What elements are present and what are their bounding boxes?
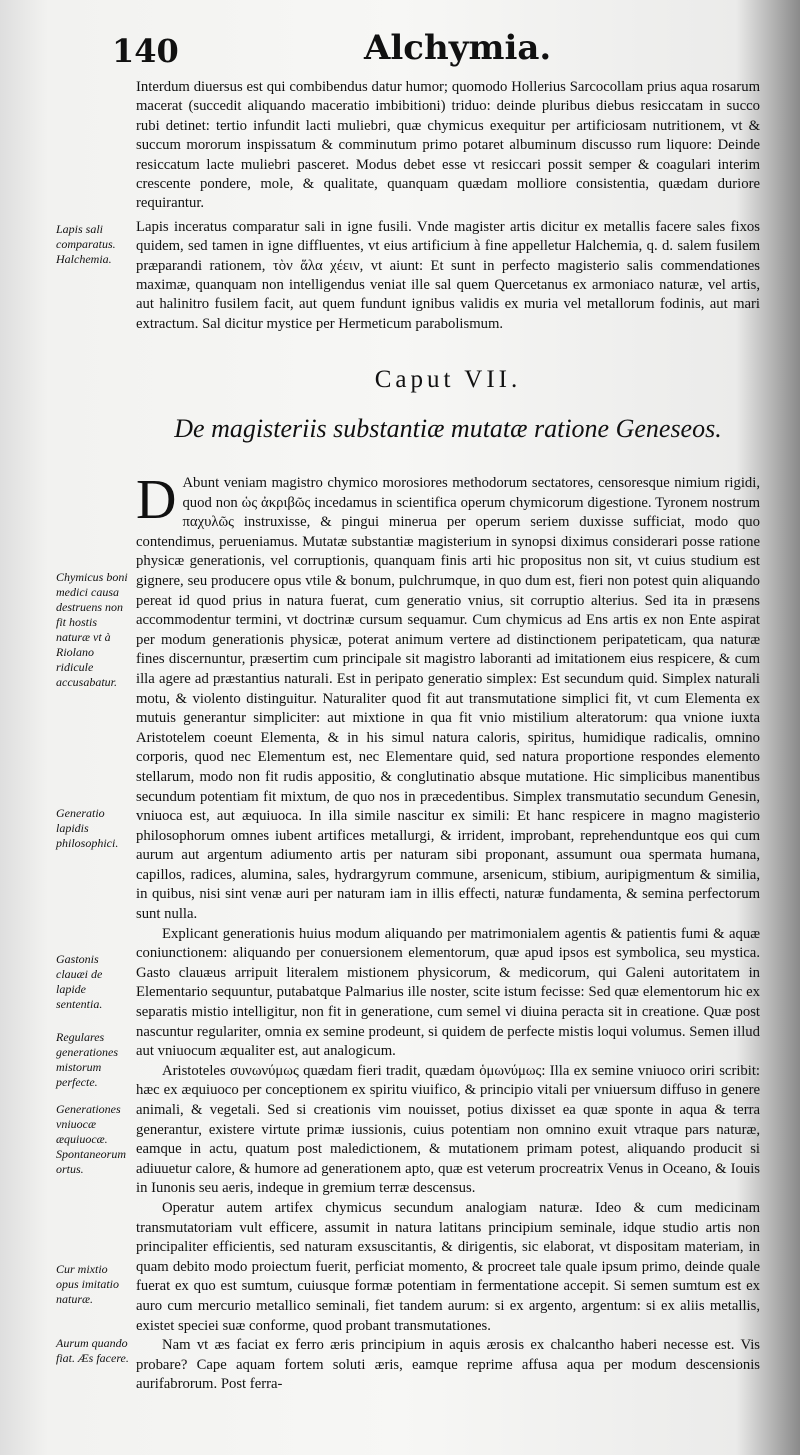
- paragraph: Operatur autem artifex chymicus secundum analogiam naturæ. Ideo & cum medicinam transmutatoriam vult efficere, assumit in natura latitans principium seminale, idque studio artis non principaliter efficientis, sed naturam exsuscitantis, & dirigentis, sic elaborat, vt dispositam materiam, in quam debito modo proiectum fuerit, perficiat momento, & procreet tale quale ipsum primo, deinde quale fuerat ex quo est sumtum, cuiusque formæ potentiam in fermentatione accepit. Si semen sumtum est ex auro cum mercurio metallico seminali, fiet tandem aurum: si ex argento, argentum: si ex aliis metallis, existet speciei suæ conforme, quod probant transmutationes.: [136, 1199, 760, 1334]
- chapter-body: [136, 469, 760, 1395]
- top-text-block: [136, 78, 760, 334]
- margin-note: Generatio lapidis philosophici.: [56, 806, 119, 850]
- margin-note: Gastonis clauæi de lapide sententia.: [56, 952, 103, 1011]
- chapter-heading: Caput VII.: [374, 366, 522, 393]
- running-title: Alchymia.: [364, 28, 552, 68]
- paragraph: Explicant generationis huius modum aliquando per matrimonialem agentis & patientis fumi & aquæ coniunctionem: aliquando per conuersionem elementorum, quæ apud ipsos est symbolica, seu mystica. Gasto clauæus arripuit literalem mistionem physicorum, & medicorum, qui Galeni autoritatem in Elementario sequuntur, putabatque Palmarius ille noster, scite istum fecisse: Sed quæ elementorum hic ex separatis mistio intelligitur, non fit in generatione, cum semel vi diuina peracta sit in creatione. Quæ post nascuntur regulariter, omnia ex semine prodeunt, si quidem de perfecte mistis loqui volumus. Semen illud aut vniuocum æqualiter est, aut analogicum.: [136, 925, 760, 1060]
- paragraph: Lapis inceratus comparatur sali in igne fusili. Vnde magister artis dicitur ex metallis facere sales fixos quidem, sed tamen in igne diffluentes, vt eius artificium à fine appelletur Halchemia, q. d. salem fusilem præparandi rationem, τὸν ἅλα χέειν, vt aiunt: Et sunt in perfecto magisterio salis commendationes maximæ, quanquam non intelligendus veniat ille sal quem Quercetanus ex armoniaco naturæ, vel artis, aut halinitro fusilem facit, aut quem fundunt ignibus validis ex muria vel metallorum fodinis, aut mari extractum. Sal dicitur mystice per Hermeticum parabolismum.: [136, 218, 760, 332]
- margin-note: Generationes vniuocæ æquiuocæ. Spontaneorum ortus.: [56, 1102, 126, 1176]
- paragraph: Nam vt æs faciat ex ferro æris principium in aquis ærosis ex chalcantho haberi necesse est. Vis probare? Cape aquam fortem soluti æris, eamque reprime affusa aqua per modum descensionis aurifabrorum. Post ferra-: [136, 1337, 760, 1393]
- drop-cap: D: [136, 469, 177, 531]
- page-header: [112, 28, 552, 72]
- margin-note: Chymicus boni medici causa destruens non fit hostis naturæ vt à Riolano ridicule accusabatur.: [56, 570, 128, 689]
- chapter-title: De magisteriis substantiæ mutatæ ratione Geneseos.: [174, 414, 722, 443]
- paragraph-text: Abunt veniam magistro chymico morosiores methodorum sectatores, censoresque nimium rigidi, quod non ὡς ἀκριβῶς incedamus in scientifica operum chymicorum digestione. Tyronem nostrum παχυλῶς instruxisse, & pingui minerua per operum seriem duxisse sufficiat, modo quo contendimus, perueniamus. Mutatæ substantiæ magisterium in synopsi diximus considerari posse ratione physicæ generationis, vel corruptionis, quanquam finis arti hic propositus non sit, vt cuius studium est gignere, seu producere opus vtile & bonum, pulchrumque, in quo dum est, fieri non potest quin aliquando pereat id quod prius in natura fuerat, cum generatio vnius, sit corruptio alterius. Sed ita in præsens accommodentur termini, vt doctrinæ cursum sequamur. Cum chymicus ad Ens artis ex non Ente aspirat per modum generationis physicæ, poterat animum vertere ad distinctionem peripateticam, qua naturæ fines discernuntur, præsertim cum principale sit magistro laboranti ad imitationem eius respicere, & cum illa agere ad præstantius naturali. Est in peripato generatio simplex: Est secundum quid. Simplex naturali motu, & violento distinguitur. Naturaliter quod fit aut transmutatione simplici fit, vt cum Elementa ex mutuis generantur simpliciter: aut mixtione in qua fit vnio mistilium alteratorum: qua vnione iuxta Aristotelem coeunt Elementa, & in his simul natura caloris, spiritus, humidique radicalis, omnino corporis, quod nec Elementum est, nec Elementare quid, sed natura proportione respondes elemento stellarum, modo non fit rudis appositio, & conglutinatio absque mutatione. Hic simplicibus manentibus secundum potentiam fit mixtum, de quo nos in præcedentibus. Simplex transmutatio secundum Genesin, vniuoca est, aut æquiuoca. In illa simile nascitur ex simili: Et hanc respicere in magno magisterio philosophorum omnes iubent artifices metallurgi, & irrident, improbant, reprehenduntque eos qui cum aurum aut argentum adiumento artis per naturam sibi proponant, assumunt oua spermata humana, capillos, radices, alumina, sales, hydrargyrum commune, arsenicum, stibium, auripigmentum & similia, in quibus, nisi sint venæ auri per naturam iam in illis effecti, naturæ fundamenta, & semina perfectorum sunt nulla.: [136, 475, 760, 923]
- margin-note: Lapis sali comparatus. Halchemia.: [56, 222, 116, 266]
- paragraph: Aristoteles συνωνύμως quædam fieri tradit, quædam ὁμωνύμως: Illa ex semine vniuoco oriri scribit: hæc ex æquiuoco per conceptionem ex spiritu viuifico, & principio vitali per vniuersum diffuso in genere animali, & vegetali. Sed si creationis vim nouisset, potius dixisset ea quæ sponte in aqua & terra generantur, existere virtute primæ iussionis, cuius potentiam non omnino exuit vtraque pars naturæ, eamque in actu, quatum post maledictionem, & mutationem primam potest, aliquando producit si adiuuetur calore, & humore ad generationem apto, quæ est veterum procreatrix Venus in Oceano, & Iouis in Iunonis seu aeris, indeque in gremium terræ descensus.: [136, 1062, 760, 1197]
- paragraph: Interdum diuersus est qui combibendus datur humor; quomodo Hollerius Sarcocollam prius aqua rosarum macerat (succedit aliquando maceratio imbibitioni) triduo: deinde pluribus diebus resiccatam in succo rubi detinet: tertio infundit lacti muliebri, quæ chymicus exequitur per artificiosam nutritionem, vt & succum mororum inspissatum & comminutum primo potaret albuminum discusso rum liquore: Deinde resiccatum lacte muliebri pasceret. Modus debet esse vt resiccari possit semper & coagulari interim crescente pondere, mole, & qualitate, quanquam quædam molliore consistentia, quædam duriore requirantur.: [136, 79, 760, 212]
- paragraph: [136, 469, 760, 925]
- margin-note: Regulares generationes mistorum perfecte.: [56, 1030, 118, 1089]
- margin-note: Cur mixtio opus imitatio naturæ.: [56, 1262, 120, 1306]
- margin-note: Aurum quando fiat. Æs facere.: [56, 1336, 129, 1365]
- page-number: 140: [112, 32, 179, 70]
